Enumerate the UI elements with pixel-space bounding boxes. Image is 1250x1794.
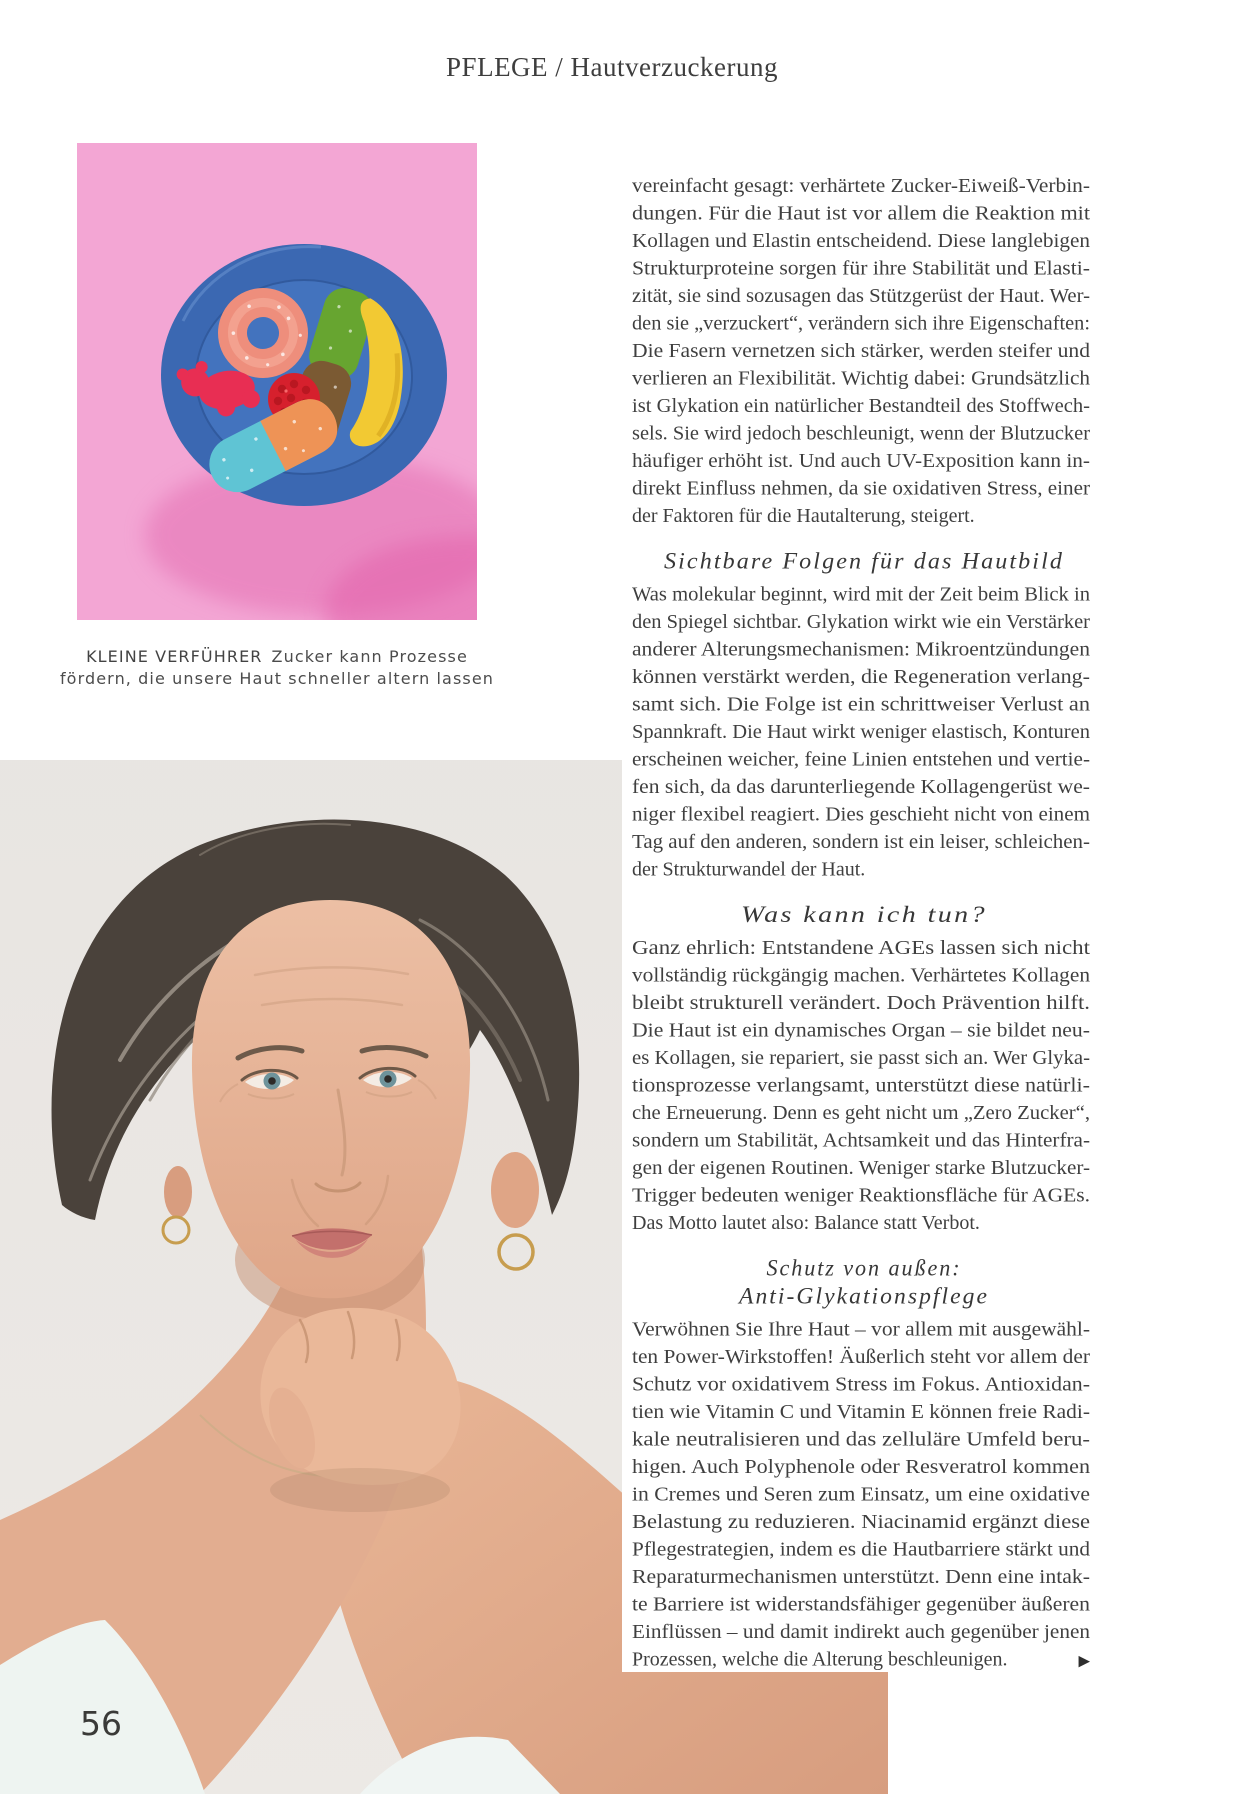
page-number: 56 <box>80 1704 122 1743</box>
article-line: ist Glykation ein natürlicher Bestandteil des Stoffwech- <box>632 395 1090 417</box>
article-line: Die Fasern vernetzen sich stärker, werden steifer und <box>632 340 1090 362</box>
article-line: tien wie Vitamin C und Vitamin E können freie Radi- <box>632 1401 1090 1423</box>
article-line: gen der eigenen Routinen. Weniger starke Blutzucker- <box>632 1157 1090 1179</box>
article-line: Tag auf den anderen, sondern ist ein leiser, schleichen- <box>632 831 1090 853</box>
article-line: samt sich. Die Folge ist ein schrittweiser Verlust an <box>632 693 1090 716</box>
article-line: Ganz ehrlich: Entstandene AGEs lassen sich nicht <box>632 937 1091 959</box>
article-line: direkt Einfluss nehmen, da sie oxidativen Stress, einer <box>632 477 1091 500</box>
continuation-arrow-icon: ▶ <box>1078 1651 1090 1670</box>
article-line: kale neutralisieren und das zelluläre Umfeld beru- <box>632 1428 1090 1451</box>
article-line: Das Motto lautet also: Balance statt Verbot. <box>632 1212 980 1234</box>
article-line: den Spiegel sichtbar. Glykation wirkt wie ein Verstärker <box>632 611 1091 633</box>
caption-text-line2: fördern, die unsere Haut schneller altern lassen <box>59 669 495 688</box>
article-line: sondern um Stabilität, Achtsamkeit und das Hinterfra- <box>632 1129 1090 1152</box>
article-line: che Erneuerung. Denn es geht nicht um „Zero Zucker“, <box>632 1102 1090 1124</box>
article-line: Die Haut ist ein dynamisches Organ – sie bildet neu- <box>632 1019 1090 1042</box>
article-line: anderer Alterungsmechanismen: Mikroentzündungen <box>632 638 1090 661</box>
article-line: dungen. Für die Haut ist vor allem die Reaktion mit <box>632 202 1091 225</box>
caption-label: KLEINE VERFÜHRER <box>86 647 263 666</box>
ear-left <box>164 1166 192 1218</box>
article-line: verlieren an Flexibilität. Wichtig dabei: Grundsätzlich <box>632 367 1090 390</box>
article-line: Prozessen, welche die Alterung beschleunigen. <box>632 1648 1008 1671</box>
article-line: erscheinen weicher, feine Linien entstehen und vertie- <box>632 748 1090 771</box>
article-line: te Barriere ist widerstandsfähiger gegenüber äußeren <box>632 1593 1090 1616</box>
article-heading: Was kann ich tun? <box>741 902 987 927</box>
article-line: Verwöhnen Sie Ihre Haut – vor allem mit ausgewähl- <box>632 1318 1090 1341</box>
article-line: Strukturproteine sorgen für ihre Stabilität und Elasti- <box>632 257 1090 280</box>
article-line: Pflegestrategien, indem es die Hautbarriere stärkt und <box>632 1538 1090 1561</box>
article-line: tionsprozesse verlangsamt, unterstützt diese natürli- <box>632 1074 1090 1097</box>
figure-caption <box>27 646 527 690</box>
article-line: fen sich, da das darunterliegende Kollagengerüst we- <box>632 776 1090 798</box>
article-line: bleibt strukturell verändert. Doch Prävention hilft. <box>632 992 1090 1014</box>
article-line: es Kollagen, sie repariert, sie passt sich an. Wer Glyka- <box>632 1047 1090 1069</box>
article-line: sels. Sie wird jedoch beschleunigt, wenn der Blutzucker <box>632 422 1091 445</box>
article-line: vereinfacht gesagt: verhärtete Zucker-Eiweiß-Verbin- <box>632 175 1090 197</box>
article-line: Trigger bedeuten weniger Reaktionsfläche für AGEs. <box>632 1184 1090 1207</box>
article-line: vollständig rückgängig machen. Verhärtetes Kollagen <box>632 964 1090 987</box>
article-line: Schutz vor oxidativem Stress im Fokus. Antioxidan- <box>632 1373 1090 1396</box>
hand-shadow <box>270 1468 450 1512</box>
article-line: Spannkraft. Die Haut wirkt weniger elastisch, Konturen <box>632 721 1090 743</box>
article-line: den sie „verzuckert“, verändern sich ihre Eigenschaften: <box>632 312 1090 335</box>
article-text <box>632 175 1090 1671</box>
article-line: häufiger erhöht ist. Und auch UV-Exposition kann in- <box>632 450 1090 472</box>
ear <box>491 1152 539 1228</box>
article-heading: Anti-Glykationspflege <box>736 1283 989 1309</box>
article-line: Was molekular beginnt, wird mit der Zeit beim Blick in <box>632 583 1090 606</box>
article-heading: Sichtbare Folgen für das Hautbild <box>664 548 1064 574</box>
article-heading: Schutz von außen: <box>766 1255 962 1281</box>
article-line: können verstärkt werden, die Regeneration verlang- <box>632 666 1090 688</box>
article-line: der Faktoren für die Hautalterung, steigert. <box>632 505 975 527</box>
article-line: niger flexibel reagiert. Dies geschieht nicht von einem <box>632 803 1091 826</box>
article-line: in Cremes und Seren zum Einsatz, um eine oxidative <box>632 1483 1091 1506</box>
candy-plate-photo <box>77 143 477 620</box>
caption-text: Zucker kann Prozesse <box>271 647 468 666</box>
article-line: ten Power-Wirkstoffen! Äußerlich steht vor allem der <box>632 1346 1061 1368</box>
article-line: Reparaturmechanismen unterstützt. Denn eine intak- <box>632 1566 1090 1588</box>
article-line: zität, sie sind sozusagen das Stützgerüst der Haut. Wer- <box>632 285 1090 307</box>
page-header: PFLEGE / Hautverzuckerung <box>446 52 778 82</box>
article-line: der Strukturwandel der Haut. <box>632 858 866 881</box>
article-line: Kollagen und Elastin entscheidend. Diese langlebigen <box>632 230 1090 252</box>
article-line: Belastung zu reduzieren. Niacinamid ergänzt diese <box>632 1511 1091 1533</box>
article-text-column <box>622 140 1100 1672</box>
article-line: higen. Auch Polyphenole oder Resveratrol kommen <box>632 1456 1090 1478</box>
article-line: Einflüssen – und damit indirekt auch gegenüber jenen <box>632 1621 1090 1643</box>
